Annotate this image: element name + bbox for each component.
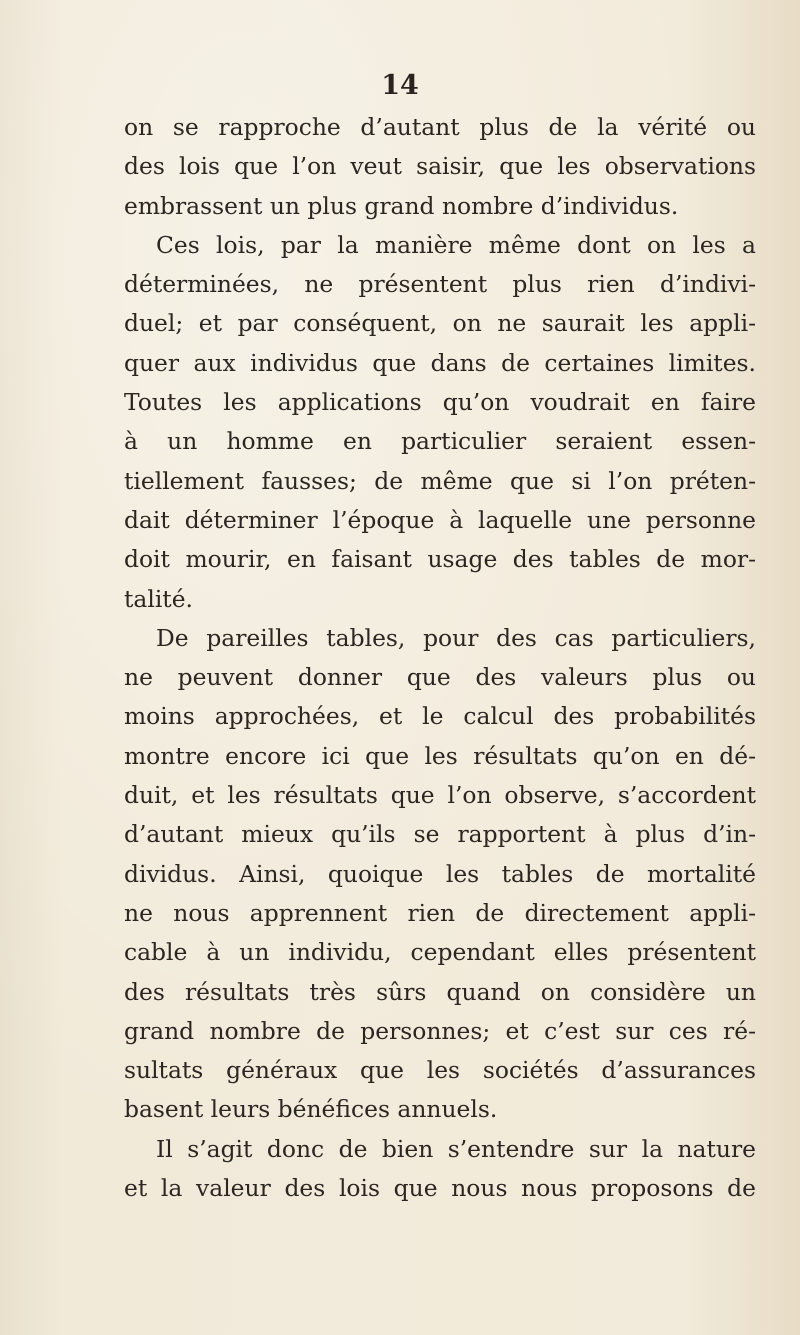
text-line: duit, et les résultats que l’on observe, s’accordent [124,781,756,810]
text-line: des lois que l’on veut saisir, que les observations [124,152,756,181]
text-line: ne nous apprennent rien de directement appli- [124,898,756,927]
text-line: grand nombre de personnes; et c’est sur ces ré- [124,1016,756,1045]
text-line: moins approchées, et le calcul des probabilités [124,702,756,731]
text-line: Toutes les applications qu’on voudrait en faire [124,388,756,417]
text-line: talité. [124,584,193,613]
text-line: Il s’agit donc de bien s’entendre sur la nature [156,1134,756,1163]
text-line: et la valeur des lois que nous nous proposons de [124,1174,756,1203]
text-line: cable à un individu, cependant elles présentent [124,938,756,967]
body-text [124,108,756,1208]
text-line: montre encore ici que les résultats qu’on en dé- [124,741,756,770]
text-line: à un homme en particulier seraient essen- [124,427,756,456]
text-line: embrassent un plus grand nombre d’individus. [124,191,679,220]
text-line: dait déterminer l’époque à laquelle une personne [124,505,756,534]
text-line: dividus. Ainsi, quoique les tables de mortalité [124,859,756,888]
page-number: 14 [381,70,419,101]
text-line: De pareilles tables, pour des cas particuliers, [156,623,756,652]
text-line: des résultats très sûrs quand on considère un [124,977,756,1006]
text-line: tiellement fausses; de même que si l’on préten- [124,466,756,495]
text-line: ne peuvent donner que des valeurs plus ou [124,663,756,692]
text-line: déterminées, ne présentent plus rien d’indivi- [124,270,756,299]
text-line: quer aux individus que dans de certaines limites. [124,348,756,377]
text-line: doit mourir, en faisant usage des tables de mor- [124,545,756,574]
text-line: sultats généraux que les sociétés d’assurances [124,1056,756,1085]
text-line: d’autant mieux qu’ils se rapportent à plus d’in- [124,820,756,849]
text-line: duel; et par conséquent, on ne saurait les appli- [124,309,756,338]
text-line: basent leurs bénéfices annuels. [124,1095,498,1124]
text-line: Ces lois, par la manière même dont on les a [156,230,756,259]
text-line: on se rapproche d’autant plus de la vérité ou [124,113,756,141]
